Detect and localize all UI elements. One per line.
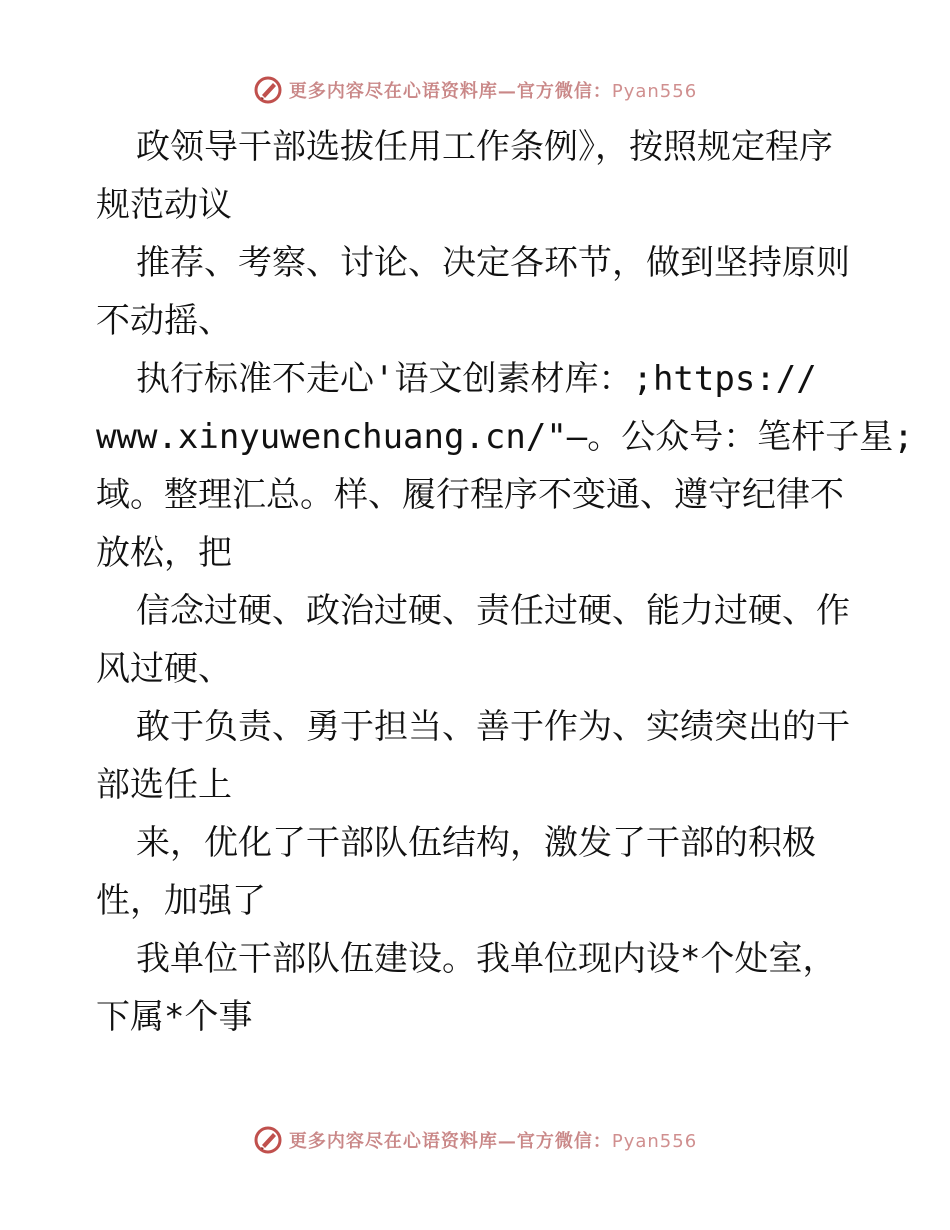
text-line: 来，优化了干部队伍结构，激发了干部的积极: [136, 823, 816, 863]
pen-logo-icon: [253, 75, 283, 105]
text-line: 下属*个事: [96, 997, 253, 1037]
text-line: 规范动议: [96, 185, 232, 225]
text-line: 风过硬、: [96, 649, 232, 689]
watermark-wechat-id: Pyan556: [611, 1131, 698, 1152]
watermark-text: [289, 77, 697, 103]
text-line: 推荐、考察、讨论、决定各环节，做到坚持原则: [136, 243, 850, 283]
watermark-label: 更多内容尽在心语资料库—官方微信：: [288, 81, 612, 102]
text-line: 敢于负责、勇于担当、善于作为、实绩突出的干: [136, 707, 850, 747]
text-line: 部选任上: [96, 765, 232, 805]
footer-watermark: [0, 1120, 950, 1160]
header-watermark: [0, 70, 950, 110]
text-line: www.xinyuwenchuang.cn/"—。公众号：笔杆子星;: [96, 417, 914, 457]
watermark-text: [289, 1127, 697, 1153]
text-line: 政领导干部选拔任用工作条例》，按照规定程序: [136, 127, 833, 167]
text-line: 域。整理汇总。样、履行程序不变通、遵守纪律不: [96, 475, 844, 515]
text-line: 不动摇、: [96, 301, 232, 341]
text-line: 执行标准不走心'语文创素材库：;https://: [136, 359, 817, 399]
document-body: [96, 118, 914, 1046]
text-line: 放松，把: [96, 533, 232, 573]
text-line: 信念过硬、政治过硬、责任过硬、能力过硬、作: [136, 591, 850, 631]
watermark-wechat-id: Pyan556: [611, 81, 698, 102]
text-line: 性，加强了: [96, 881, 266, 921]
pen-logo-icon: [253, 1125, 283, 1155]
text-line: 我单位干部队伍建设。我单位现内设*个处室，: [136, 939, 837, 979]
watermark-label: 更多内容尽在心语资料库—官方微信：: [288, 1131, 612, 1152]
